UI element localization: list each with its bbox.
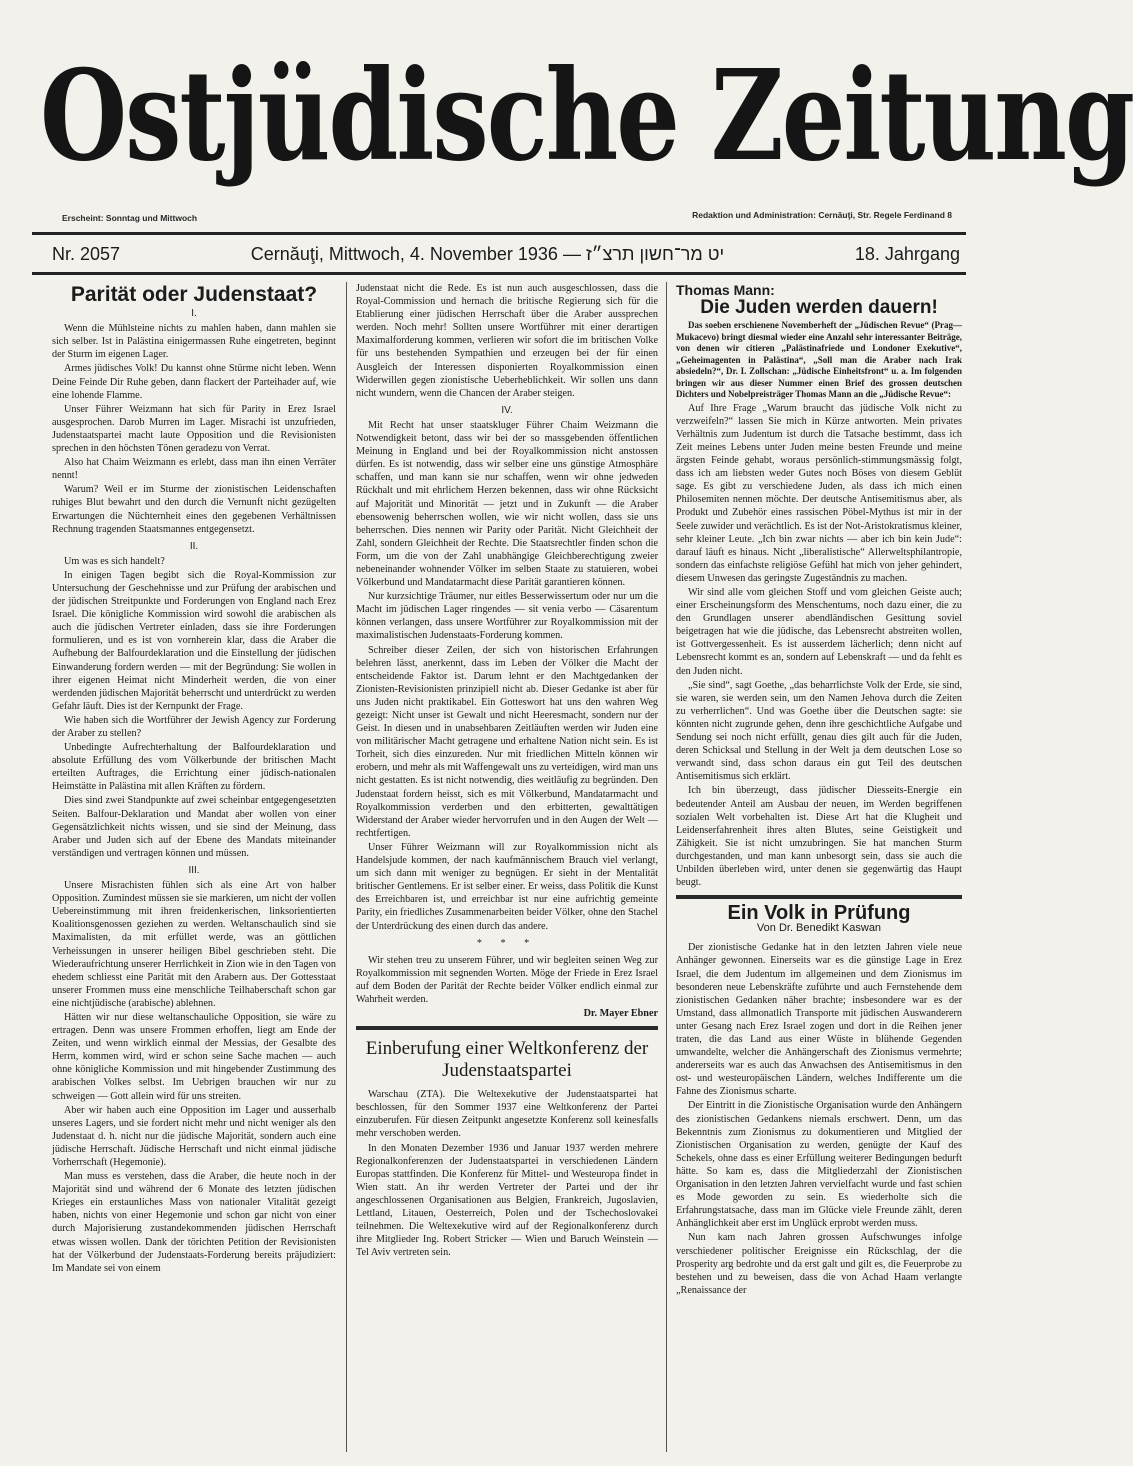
top-rule	[32, 232, 966, 235]
article-separator	[356, 1026, 658, 1030]
paragraph: Unser Führer Weizmann will zur Royalkommission nicht als Handelsjude kommen, der nach kaufmännischem Brauch viel verlangt, um sich dann mit weniger zu begnügen. Er sieht in der Mentalität britischer Gentlemens. Er ist selber einer. Er weiss, dass Politik die Kunst des Erreichbaren ist, und erreichbar ist nur eine aufrichtig gemeinte Parity, ein friedliches Zusammenarbeiten beider Völker, ohne den Stachel der Unterdrückung des einen durch das andere.	[356, 841, 658, 932]
section-number: III.	[188, 864, 200, 876]
column-divider	[346, 282, 347, 1452]
paragraph: Schreiber dieser Zeilen, der sich von historischen Erfahrungen belehren lässt, anerkennt, dass im Leben der Völker die Macht der entscheidende Faktor ist. Darum lehnt er den Machtgedanken der Zionisten-Revisionisten prinzipiell nicht ab. Dieser Gedanke ist aber für uns Juden nicht praktikabel. Ein Gotteswort hat uns den wahren Weg gezeigt: Nicht unser ist Gewalt und nicht Heeresmacht, sondern nur der Geist. In diesen und in unabsehbaren Zeitläuften werden wir Juden eine von militärischer Macht getragene und erhaltene Nation nicht sein. Es ist Torheit, sich dies einzureden. Nur mit friedlichen Mitteln können wir erobern, und mehr als mit Waffengewalt uns zu verteidigen, wird man uns nicht gestatten. Es ist nicht notwendig, dies weitläufig zu begründen. Den Judenstaat fordern heisst, sich es mit Völkerbund, Mandatarmacht und Royalkommission verderben und den erbitterten, gewalttätigen Widerstand der Araber wieder hervorrufen und in den Augen der Welt — rechtfertigen.	[356, 644, 658, 839]
column-2	[356, 282, 658, 1466]
paragraph: Armes jüdisches Volk! Du kannst ohne Stürme nicht leben. Wenn Deine Feinde Dir Ruhe geben, dann flackert der Parteihader auf, wie eine lohende Flamme.	[52, 363, 336, 401]
paragraph: „Sie sind“, sagt Goethe, „das beharrlichste Volk der Erde, sie sind, sie waren, sie werden sein, um den Namen Jehova durch die Zeiten zu verherrlichen“. Und was Goethe über die Deutschen sagte: sie könnten nicht zugrunde gehen, denn ihre geschichtliche Aufgabe und Sendung sei noch nicht erfüllt, genau dies gilt auch für die Juden, deren Schicksal und Stellung in der Welt ja dem deutschen Lose so verwandt sind, dass schon daraus ein gut Teil des deutschen Antisemitismus sich erklärt.	[676, 679, 962, 783]
bottom-rule	[32, 272, 966, 275]
paragraph: Der Eintritt in die Zionistische Organisation wurde den Anhängern des zionistischen Gedankens niemals erschwert. Denn, um das Bekenntnis zum Zionismus zu dokumentieren und Mitglied der Zionistischen Organisation zu werden, genügte der Kauf des Schekels, ohne dass es einer Erfüllung weiterer Bedingungen bedurft hätte. So kam es, dass die Mitgliederzahl der Zionistischen Organisation in den letzten Jahren vervielfacht wurde und fast schien es Mode geworden zu sein. Es wiederholte sich die Erfahrungstatsache, dass man im Glücke viele Freunde zählt, deren Anhänglichkeit aber erst im Unglück erprobt werden muss.	[676, 1100, 962, 1230]
article-headline: Einberufung einer Weltkonferenz der Judenstaatspartei	[365, 1038, 649, 1082]
paragraph: Aber wir haben auch eine Opposition im Lager und ausserhalb unseres Lagers, und sie fordert nicht mehr und nicht weniger als den Judenstaat d. h. nicht nur die jüdische Majorität, sondern auch eine jüdische Herrschaft. Jüdische Herrschaft und nicht einmal jüdische Vorherrschaft (Hegemonie).	[52, 1104, 336, 1168]
paragraph: Wie haben sich die Wortführer der Jewish Agency zur Forderung der Araber zu stellen?	[52, 714, 336, 739]
publication-schedule: Erscheint: Sonntag und Mittwoch	[62, 213, 198, 223]
article-separator	[676, 895, 962, 899]
place-and-date: Cernăuţi, Mittwoch, 4. November 1936 — יט מר־חשון תרצ״ז	[250, 243, 725, 264]
paragraph: Ich bin überzeugt, dass jüdischer Diesseits-Energie ein bedeutender Anteil am Ausbau der neuen, im Werden begriffenen sozialen Welt vorbehalten ist. Diese Art hat die Klugheit und Leidenserfahrenheit ihres alten Blutes, seine Geistigkeit und Zähigkeit. Sie ist nicht umzubringen. Sie hat manchen Sturm durchgestanden, und man kann unbesorgt sein, dass sie auch die Unbilden überleben wird, unter denen sie gegenwärtig das Haupt beugt.	[676, 785, 962, 889]
paragraph: Warschau (ZTA). Die Weltexekutive der Judenstaatspartei hat beschlossen, für den Sommer 1937 eine Weltkonferenz der Partei einzuberufen. Für diesen Zeitpunkt angesetzte Konferenz soll keinesfalls mehr verschoben werden.	[356, 1089, 658, 1140]
paragraph: Unsere Misrachisten fühlen sich als eine Art von halber Opposition. Zumindest müssen sie sie markieren, um nicht der vollen Uebereinstimmung mit ihren freidenkerischen, linksorientierten Koalitionsgenossen geziehen zu werden. Weltanschaulich sind sie Maximalisten, da mit erfüllet werde, was an göttlichen Verheissungen in unserer heiligen Bibel geschrieben steht. Die Wiederaufrichtung unserer Herrlichkeit in Zion wie in den Tagen von ehedem schliesst eine Parität mit den Arabern aus. Der Gottesstaat unserer Frommen muss eine menschliche Teilhaberschaft schon gar eine nichtjüdische (arabische) ablehnen.	[52, 880, 336, 1009]
masthead-title: Ostjüdische Zeitung	[40, 41, 1133, 189]
section-number: II.	[189, 540, 199, 552]
paragraph: Auf Ihre Frage „Warum braucht das jüdische Volk nicht zu verzweifeln?“ lassen Sie mich in Kürze antworten. Mein privates Verhältnis zum Judentum ist durch die Tatsache bestimmt, dass ich Zeit meines Lebens unter Juden meine besten Freunde und meine ärgsten Feinde gehabt, woraus persönlich-stimmungsmässig folgt, dass ich am liebsten weder Gutes noch Böses von diesem Geblüt sage. Es gibt zu verschiedene Juden, als dass ich mich einen Philosemiten nennen möchte. Der deutsche Antisemitismus aber, als Produkt und Zubehör eines rassischen Pöbel-Mythus ist mir in der Seele zuwider und verächtlich. Es ist der Not-Aristokratismus kleiner, sehr kleiner Leute. „Ich bin zwar nichts — aber ich bin kein Jude“: darauf läuft es hinaus. Nicht „liberalistische“ Allerweltsphilantropie, sondern das einfachste religiöse Gefühl hat mich von jeher gehindert, diesem Unwesen das geringste Zugeständnis zu machen.	[676, 402, 962, 584]
article-byline: Von Dr. Benedikt Kaswan	[756, 922, 882, 935]
paragraph: Der zionistische Gedanke hat in den letzten Jahren viele neue Anhänger gewonnen. Einerseits war es die günstige Lage in Erez Israel, die dem Judentum im allgemeinen und dem Zionismus im besonderen neue Lebenskräfte zuführte und auch Fernstehende dem zionistischen Gedanken näher brachte; insbesondere war es der Umstand, dass allmonatlich Transporte mit jüdischen Auswanderern unter Gesang nach Erez Israel zogen und dort in die Reihen jener traten, die das Land aus einer Wüste in blühende Gegenden umwandelte, welcher die Anhängerschaft des Zionismus vermehrte; andererseits war es auch das Anwachsen des Antisemitismus in den ost- und westeuropäischen Ländern, welches Indifferente um die Fahne des Zionismus scharte.	[676, 942, 962, 1098]
article-intro: Das soeben erschienene Novemberheft der „Jüdischen Revue“ (Prag—Mukacevo) bringt diesmal wieder eine Anzahl sehr interessanter Beiträge, von denen wir citieren „Palästinafriede und Londoner Exekutive“, „Geheimagenten in Palästina“, „Soll man die Araber nach Irak absiedeln?“, Dr. I. Zollschan: „Jüdische Einheitsfront“ u. a. Im folgenden bringen wir aus dieser Nummer einen Brief des grossen deutschen Dichters und Nobelpreisträger Thomas Mann an die „Jüdische Revue“:	[676, 320, 962, 400]
column-1	[52, 282, 336, 1466]
column-divider	[666, 282, 667, 1452]
article-kicker: Thomas Mann:	[676, 282, 775, 298]
paragraph: Also hat Chaim Weizmann es erlebt, dass man ihn einen Verräter nennt!	[52, 457, 336, 482]
volume-year: 18. Jahrgang	[854, 243, 960, 264]
paragraph: Dies sind zwei Standpunkte auf zwei scheinbar entgegengesetzten Seiten. Balfour-Deklaration und Mandat aber wollen von einer Gegensätzlichkeit nichts wissen, und sie sind der Meinung, dass Araber und Juden sich auf der Ebene des Mandats miteinander verständigen und vertragen können und müssen.	[52, 795, 336, 859]
masthead	[40, 20, 1133, 210]
article-headline: Die Juden werden dauern!	[700, 297, 938, 319]
section-number: IV.	[501, 404, 513, 416]
paragraph: In einigen Tagen begibt sich die Royal-Kommission zur Untersuchung der Geschehnisse und zur Prüfung der arabischen und der jüdischen Streitpunkte und Forderungen von England nach Erez Israel. Die königliche Kommission wird sowohl die arabischen als auch die jüdischen Vertreter einladen, dass sie ihre Forderungen formulieren, und es ist von vornherein klar, dass die Araber die Aufhebung der Balfourdeklaration und die Einstellung der jüdischen Einwanderung fordern werden — mit der Begründung: Sie wollen in ihrer eigenen Heimat nicht Minderheit werden, die von einer werdenden jüdischen Majorität beherrscht und unterdrückt zu werden Gefahr läuft. Dies ist der Kernpunkt der Frage.	[52, 569, 336, 712]
section-number: I.	[191, 308, 197, 320]
issue-number: Nr. 2057	[52, 243, 121, 264]
paragraph: Unbedingte Aufrechterhaltung der Balfourdeklaration und absolute Erfüllung des vom Völkerbunde der britischen Macht erteilten Auftrages, die Errichtung einer jüdisch-nationalen Heimstätte in Palästina mit allen Kräften zu fördern.	[52, 742, 336, 793]
article-headline: Parität oder Judenstaat?	[70, 283, 318, 306]
paragraph: Wir sind alle vom gleichen Stoff und vom gleichen Geiste auch; einer Erscheinungsform des Menschentums, noch dazu einer, die zu den Grundlagen unserer abendländischen Gesittung soviel beigetragen hat wie die jüdische, das Lebensrecht abstreiten wollen, ist Gottvergessenheit. Es ist ausserdem lächerlich; denn nicht auf Lebensrecht kommt es an, sondern auf Lebenskraft — und da fehlt es den Juden nicht.	[676, 587, 962, 677]
paragraph: In den Monaten Dezember 1936 und Januar 1937 werden mehrere Regionalkonferenzen der Judenstaatspartei in verschiedenen Ländern Europas stattfinden. Die Konferenz für Mittel- und Westeuropa findet in Wien statt. An ihr werden Vertreter der Partei und der ihr angeschlossenen Organisationen aus Belgien, Frankreich, Jugoslavien, Lettland, Litauen, Oesterreich, Polen und der Tschechoslovakei teilnehmen. Die Weltexekutive wird auf der Regionalkonferenz durch ihre Mitglieder Ing. Robert Stricker — Wien und Baruch Weinstein — Tel Aviv vertreten sein.	[356, 1142, 658, 1259]
paragraph: Wenn die Mühlsteine nichts zu mahlen haben, dann mahlen sie sich selber. Ist in Palästina einigermassen Ruhe eingetreten, beginnt der Sturm im eigenen Lager.	[52, 323, 336, 361]
paragraph: Hätten wir nur diese weltanschauliche Opposition, sie wäre zu ertragen. Denn was unsere Frommen erhoffen, liegt am Ende der Zeiten, und wenn wirklich einmal der Messias, der Gesalbte des Herrn, kommen wird, wird er schon seine Sache machen — auch ohne königliche Kommission und mit hingebender Zustimmung des arabischen Volkes selbst. Im Uebrigen brauchen wir nur zu schweigen — Gott allein wird für uns streiten.	[52, 1011, 336, 1102]
paragraph: Mit Recht hat unser staatskluger Führer Chaim Weizmann die Notwendigkeit betont, dass wir bei der so massgebenden öffentlichen Meinung in England und bei der Royalkommission nicht anstossen dürfen. Es ist notwendig, dass wir selber eine uns günstige Atmosphäre schaffen, und man kann sie nur schaffen, wenn wir ohne jedweden Rückhalt und mit ehrlichem Herzen bekennen, dass wir ohne Rücksicht auf Majorität und Minorität — jetzt und in Zukunft — die Araber ebensowenig beherrschen wollen, wie wir nicht wollen, dass sie uns beherrschen. Dies nennen wir Parity oder Parität. Nicht Gleichheit der Zahl, sondern Gleichheit der Rechte. Die Staatsrechtler finden schon die Form, um die von der Zahl unabhängige Gleichberechtigung zweier nebeneinander wohnender Völker im selben Staate zu statuieren, wobei Völkerbund und Mandatarmacht diese Parität garantieren können.	[356, 419, 658, 589]
article-author: Dr. Mayer Ebner	[583, 1008, 658, 1020]
article-headline: Ein Volk in Prüfung	[727, 902, 911, 925]
dateline	[32, 238, 966, 270]
column-3	[676, 282, 962, 1466]
paragraph: Nur kurzsichtige Träumer, nur eitles Besserwissertum oder nur um die Macht im jüdischen Lager ringendes — sit venia verbo — Cäsarentum können verlangen, dass unsere Wortführer zur Royalkommission mit der maximalistischen Judenstaats-Forderung kommen.	[356, 591, 658, 642]
editorial-address: Redaktion und Administration: Cernăuţi, Str. Regele Ferdinand 8	[692, 210, 952, 220]
paragraph: Man muss es verstehen, dass die Araber, die heute noch in der Majorität sind und während der 6 Monate des letzten jüdischen Krieges ein erstaunliches Mass von nationaler Vitalität gezeigt haben, nichts von einer Hegemonie und schon gar nicht von einer durch Majorisierung zustandekommenden jüdischen Herrschaft etwas wissen wollen. Dank der törichten Petition der Revisionisten hat der Völkerbund der Judenstaats-Forderung bereits präjudiziert: Im Mandate sei von einem	[52, 1171, 336, 1274]
paragraph: Wir stehen treu zu unserem Führer, und wir begleiten seinen Weg zur Royalkommission mit segnenden Worten. Möge der Friede in Erez Israel auf dem Boden der Parität der Rechte beider Völker endlich einmal zur Wahrheit werden.	[356, 954, 658, 1005]
section-separator: * * *	[476, 937, 538, 949]
paragraph: Warum? Weil er im Sturme der zionistischen Leidenschaften ruhiges Blut bewahrt und den durch die Vernunft nicht gezügelten Erwartungen die Nüchternheit eines den gegebenen Verhältnissen Rechnung tragenden Staatsmannes entgegensetzt.	[52, 484, 336, 535]
paragraph: Um was es sich handelt?	[64, 555, 165, 567]
paragraph: Unser Führer Weizmann hat sich für Parity in Erez Israel ausgesprochen. Darob Murren im Lager. Misrachi ist unzufrieden, Judenstaatspartei macht laute Opposition und die Revisionisten sprechen in den höchsten Tönen geradezu von Verrat.	[52, 403, 336, 455]
paragraph: Nun kam nach Jahren grossen Aufschwunges infolge verschiedener politischer Ereignisse ein Rückschlag, der die Prosperity arg bedrohte und da erst galt und gilt es, die Feuerprobe zu bestehen und zu beweisen, dass die von Achad Haam verlangte „Renaissance der	[676, 1232, 962, 1296]
paragraph: Judenstaat nicht die Rede. Es ist nun auch ausgeschlossen, dass die Royal-Commission und hernach die britische Regierung sich für die Etablierung einer jüdischen Herrschaft über die Araber aussprechen werden. Noch mehr! Sollten unsere Wortführer mit einer derartigen Maximalforderung kommen, verlieren wir sofort die im britischen Volke für uns bestehenden Sympathien und erzeugen bei der für einen Ausgleich der Interessen disponierten Royalkommission einen Widerwillen gegen zionistische Ueberheblichkeit. Wir sollen uns dann nicht wundern, wenn die Chancen der Araber steigen.	[356, 283, 658, 399]
